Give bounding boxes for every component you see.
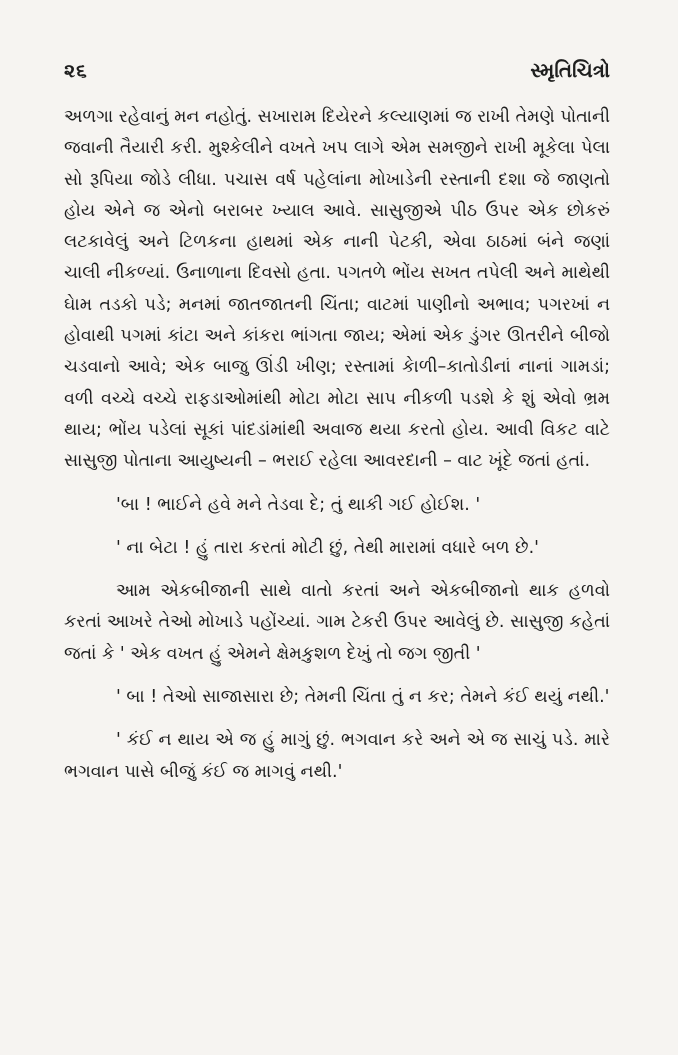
paragraph: અળગા રહેવાનું મન નહોતું. સખારામ દિયેરને કલ્યાણમાં જ રાખી તેમણે પોતાની જવાની તૈયારી કરી. મુશ્કેલીને વખતે ખપ લાગે એમ સમજીને રાખી મૂકેલા પેલા સો રૂપિયા જોડે લીધા. પચાસ વર્ષ પહેલાંના મોખાડેની રસ્તાની દશા જે જાણતો હોય એને જ એનો બરાબર ખ્યાલ આવે. સાસુજીએ પીઠ ઉપર એક છોકરું લટકાવેલું અને ટિળકના હાથમાં એક નાની પેટકી, એવા ઠાઠમાં બંને જણાં ચાલી નીકળ્યાં. ઉનાળાના દિવસો હતા. પગતળે ભોંય સખત તપેલી અને માથેથી ઘેામ તડકો પડે; મનમાં જાતજાતની ચિંતા; વાટમાં પાણીનો અભાવ; પગરખાં ન હોવાથી પગમાં કાંટા અને કાંકરા ભાંગતા જાય; એમાં એક ડુંગર ઊતરીને બીજો ચડવાનો આવે; એક બાજુ ઊંડી ખીણ; રસ્તામાં કેાળી–કાતોડીનાં નાનાં ગામડાં; વળી વચ્ચે વચ્ચે રાફડાઓમાંથી મોટા મોટા સાપ નીકળી પડશે કે શું એવો ભ્રમ થાય; ભોંય પડેલાં સૂકાં પાંદડાંમાંથી અવાજ થયા કરતો હોય. આવી વિકટ વાટે સાસુજી પોતાના આયુષ્યની – ભરાઈ રહેલા આવરદાની – વાટ ખૂંદે જતાં હતાં. <box>64 107 610 472</box>
paragraph: ' ના બેટા ! હું તારા કરતાં મોટી છું, તેથી મારામાં વધારે બળ છે.' <box>116 537 539 558</box>
running-title: સ્મૃતિચિત્રો <box>530 58 610 82</box>
paragraph: આમ એકબીજાની સાથે વાતો કરતાં અને એકબીજાનો થાક હળવો કરતાં આખરે તેઓ મોખાડે પહોંચ્યાં. ગામ ટેકરી ઉપર આવેલું છે. સાસુજી કહેતાં જતાં કે ' એક વખત હું એમને ક્ષેમકુશળ દેખું તો જગ જીતી ' <box>64 581 610 664</box>
page-header <box>64 58 610 82</box>
page-number: ૨૬ <box>64 60 88 82</box>
paragraph: 'બા ! ભાઈને હવે મને તેડવા દે; તું થાકી ગઈ હોઈશ. ' <box>116 494 481 515</box>
paragraph: ' કંઈ ન થાય એ જ હું માગું છું. ભગવાન કરે અને એ જ સાચું પડે. મારે ભગવાન પાસે બીજું કંઈ જ માગવું નથી.' <box>64 730 610 782</box>
paragraph: ' બા ! તેઓ સાજાસારા છે; તેમની ચિંતા તું ન કર; તેમને કંઈ થયું નથી.' <box>116 687 610 708</box>
body-text <box>64 102 610 788</box>
